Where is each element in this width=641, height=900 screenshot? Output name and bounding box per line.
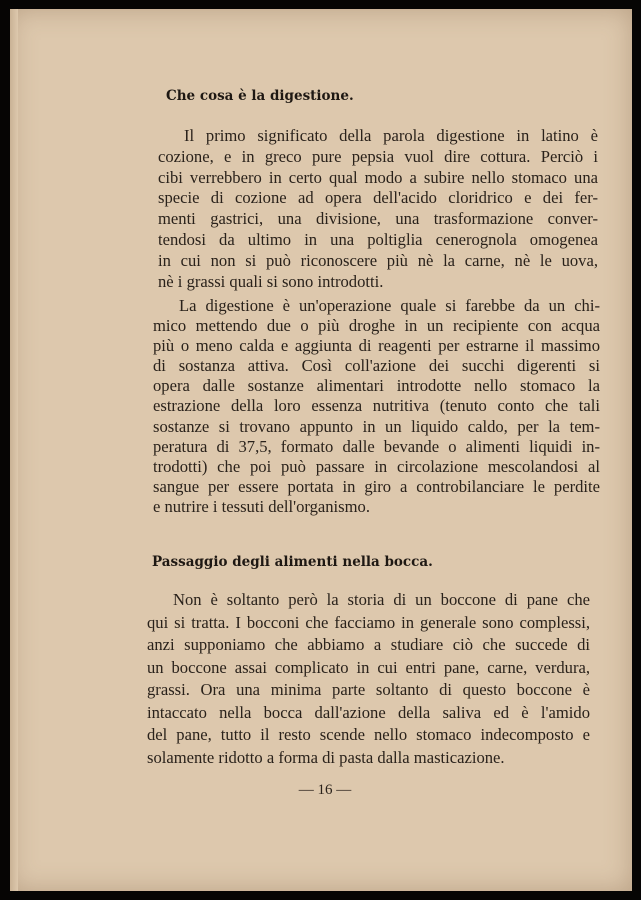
text-line: Il primo significato della parola digestione in latino è bbox=[184, 126, 598, 145]
paragraph-3 bbox=[147, 589, 590, 769]
text-line: grassi. Ora una minima parte soltanto di questo boccone è bbox=[147, 680, 590, 699]
text-line: tendosi da ultimo in una poltiglia cenerognola omogenea bbox=[158, 229, 598, 249]
text-line: intaccato nella bocca dall'azione della saliva ed è l'amido bbox=[147, 702, 590, 722]
text-line: sostanze si trovano appunto in un liquido caldo, per la tem- bbox=[153, 416, 600, 436]
text-line: solamente ridotto a forma di pasta dalla masticazione. bbox=[147, 747, 505, 767]
text-line: sangue per essere portata in giro a controbilanciare le perdite bbox=[153, 476, 600, 496]
text-line: specie di cozione ad opera dell'acido cloridrico e dei fer- bbox=[158, 188, 598, 208]
paragraph-1 bbox=[158, 126, 598, 292]
text-line: del pane, tutto il resto scende nello stomaco indecomposto e bbox=[147, 725, 590, 744]
text-line: La digestione è un'operazione quale si farebbe da un chi- bbox=[179, 296, 600, 315]
text-line: un boccone assai complicato in cui entri pane, carne, verdura, bbox=[147, 657, 590, 677]
text-line: menti gastrici, una divisione, una trasformazione conver- bbox=[158, 209, 598, 229]
paragraph-2 bbox=[153, 296, 600, 517]
section-heading-digestione: Che cosa è la digestione. bbox=[166, 88, 354, 104]
text-line: di sostanza attiva. Così coll'azione dei succhi digerenti si bbox=[153, 356, 600, 376]
text-line: mico mettendo due o più droghe in un recipiente con acqua bbox=[153, 316, 600, 336]
text-line: cozione, e in greco pure pepsia vuol dire cottura. Perciò i bbox=[158, 146, 598, 166]
text-line: e nutrire i tessuti dell'organismo. bbox=[153, 496, 370, 516]
text-line: più o meno calda e aggiunta di reagenti per estrarne il massimo bbox=[153, 336, 600, 356]
text-line: estrazione della loro essenza nutritiva (tenuto conto che tali bbox=[153, 396, 600, 416]
text-line: qui si tratta. I bocconi che facciamo in generale sono complessi, bbox=[147, 612, 590, 632]
text-line: in cui non si può riconoscere più nè la carne, nè le uova, bbox=[158, 250, 598, 270]
section-heading-bocca: Passaggio degli alimenti nella bocca. bbox=[152, 554, 433, 570]
text-line: opera dalle sostanze alimentari introdotte nello stomaco la bbox=[153, 376, 600, 396]
page-binding-edge bbox=[10, 9, 18, 891]
text-line: peratura di 37,5, formato dalle bevande o alimenti liquidi in- bbox=[153, 436, 600, 456]
text-line: trodotti) che poi può passare in circolazione mescolandosi al bbox=[153, 456, 600, 476]
text-line: anzi supponiamo che abbiamo a studiare ciò che succede di bbox=[147, 635, 590, 654]
text-line: cibi verrebbero in certo qual modo a subire nello stomaco una bbox=[158, 167, 598, 187]
book-page bbox=[10, 9, 632, 891]
page-number: — 16 — bbox=[298, 782, 352, 798]
text-line: nè i grassi quali si sono introdotti. bbox=[158, 271, 384, 291]
text-line: Non è soltanto però la storia di un boccone di pane che bbox=[173, 590, 590, 609]
